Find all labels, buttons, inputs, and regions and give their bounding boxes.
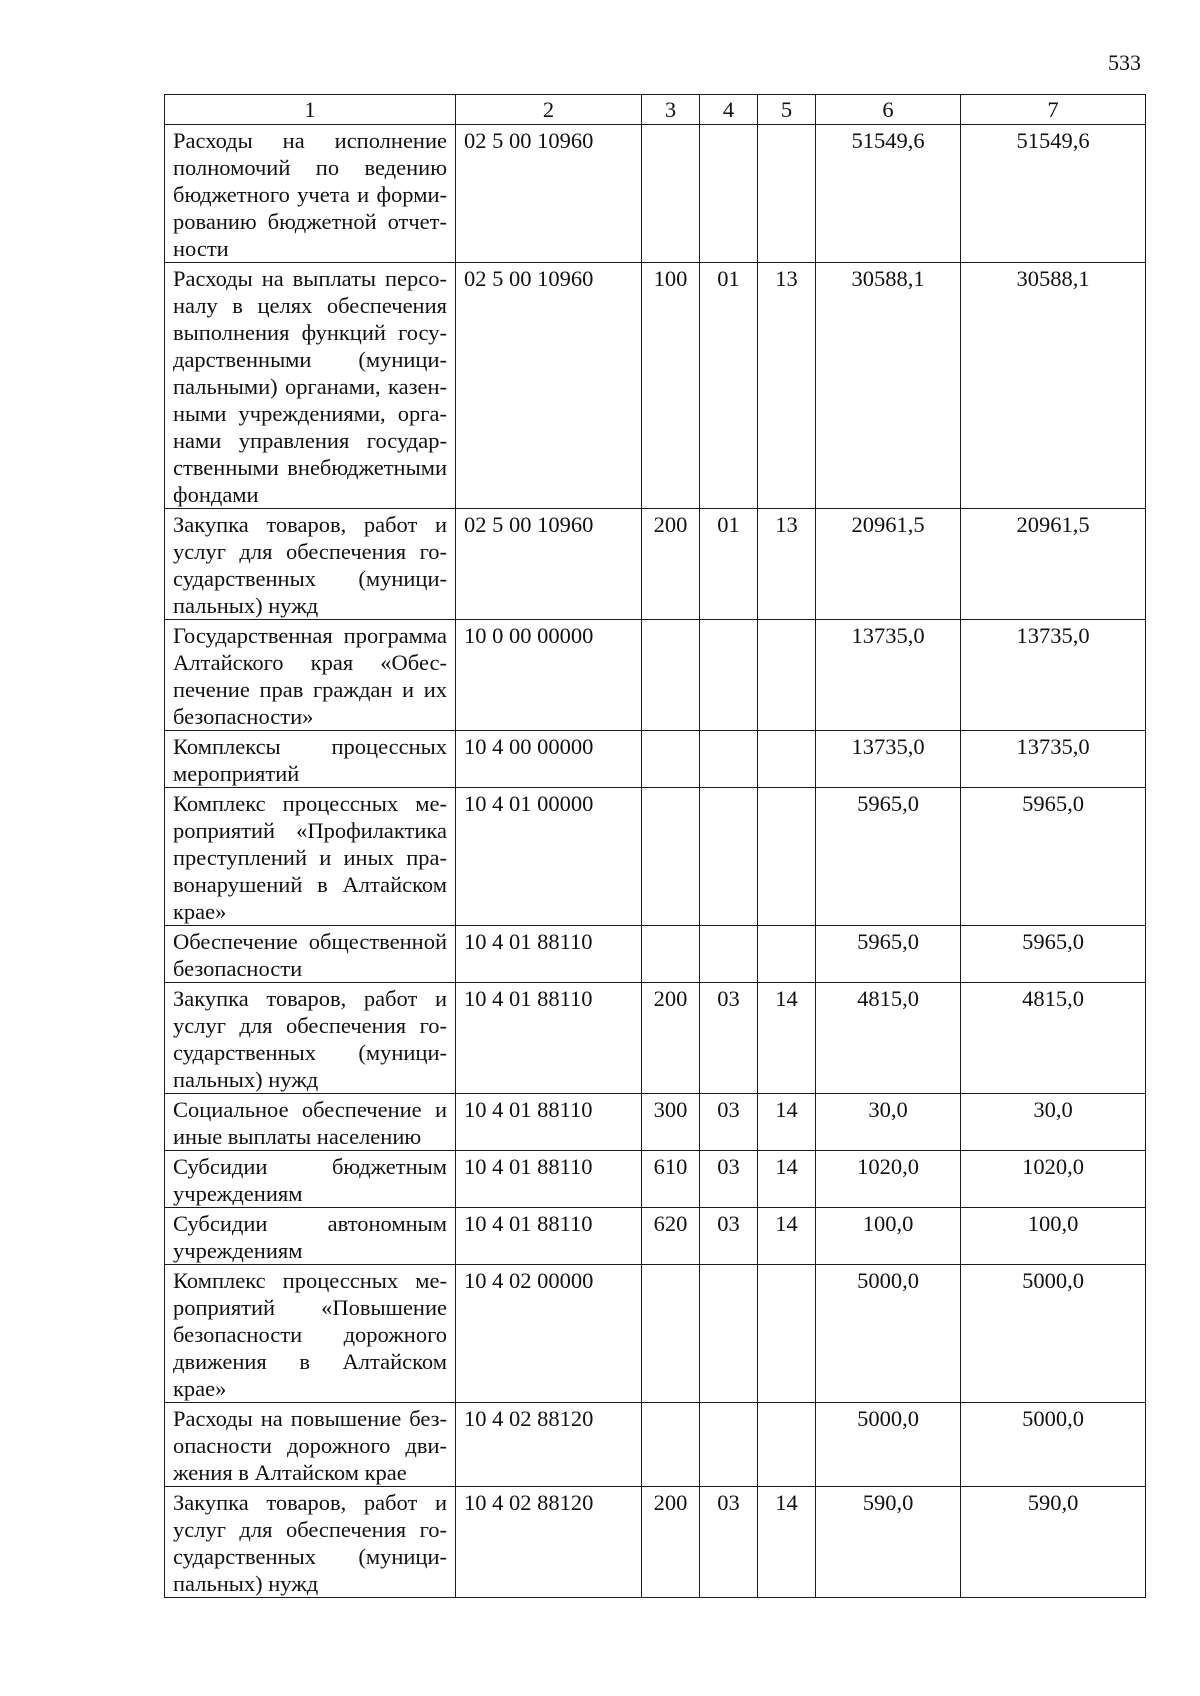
- row-target-code: 10 4 00 00000: [456, 731, 642, 788]
- row-expense-type: 100: [642, 263, 700, 509]
- row-target-code: 10 4 01 88110: [456, 1151, 642, 1208]
- row-subsection: 14: [758, 1487, 816, 1598]
- table-row: [165, 125, 1146, 263]
- row-target-code: 10 4 01 88110: [456, 983, 642, 1094]
- row-subsection: 14: [758, 1208, 816, 1265]
- row-target-code: 02 5 00 10960: [456, 509, 642, 620]
- row-target-code: 10 4 01 88110: [456, 1094, 642, 1151]
- row-name: Комплекс процессных мероприятий «Повышение безопасности дорожного движения в Алтайском крае»: [165, 1265, 456, 1403]
- row-target-code: 02 5 00 10960: [456, 125, 642, 263]
- row-target-code: 10 4 02 88120: [456, 1403, 642, 1487]
- row-amount-col6: 5965,0: [816, 788, 961, 926]
- row-target-code: 10 0 00 00000: [456, 620, 642, 731]
- row-expense-type: 620: [642, 1208, 700, 1265]
- row-name: Обеспечение общественной безопасности: [165, 926, 456, 983]
- row-section: 03: [700, 1208, 758, 1265]
- table-row: [165, 983, 1146, 1094]
- table-row: [165, 1151, 1146, 1208]
- header-row: [165, 95, 1146, 125]
- row-amount-col7: 13735,0: [961, 620, 1146, 731]
- header-col-6: 6: [816, 95, 961, 125]
- row-section: 03: [700, 1151, 758, 1208]
- header-col-3: 3: [642, 95, 700, 125]
- row-name: Субсидии бюджетным учреждениям: [165, 1151, 456, 1208]
- row-subsection: 14: [758, 1151, 816, 1208]
- row-amount-col6: 5000,0: [816, 1265, 961, 1403]
- row-amount-col6: 5965,0: [816, 926, 961, 983]
- row-name: Комплекс процессных мероприятий «Профилактика преступлений и иных правонарушений в Алтайском крае»: [165, 788, 456, 926]
- table-header: [165, 95, 1146, 125]
- row-amount-col7: 5965,0: [961, 788, 1146, 926]
- row-expense-type: 300: [642, 1094, 700, 1151]
- table-row: [165, 926, 1146, 983]
- row-subsection: [758, 620, 816, 731]
- row-expense-type: [642, 926, 700, 983]
- row-expense-type: [642, 125, 700, 263]
- row-name: Государственная программа Алтайского края «Обеспечение прав граждан и их безопасности»: [165, 620, 456, 731]
- row-section: [700, 1265, 758, 1403]
- row-name: Закупка товаров, работ и услуг для обеспечения государственных (муниципальных) нужд: [165, 983, 456, 1094]
- row-amount-col7: 13735,0: [961, 731, 1146, 788]
- row-expense-type: [642, 1403, 700, 1487]
- row-amount-col6: 590,0: [816, 1487, 961, 1598]
- row-amount-col7: 20961,5: [961, 509, 1146, 620]
- header-col-7: 7: [961, 95, 1146, 125]
- row-subsection: [758, 125, 816, 263]
- row-section: 03: [700, 1487, 758, 1598]
- row-section: [700, 731, 758, 788]
- table-row: [165, 1208, 1146, 1265]
- table-row: [165, 731, 1146, 788]
- row-target-code: 10 4 01 88110: [456, 1208, 642, 1265]
- table-row: [165, 1487, 1146, 1598]
- row-section: [700, 1403, 758, 1487]
- row-amount-col7: 5965,0: [961, 926, 1146, 983]
- row-amount-col7: 1020,0: [961, 1151, 1146, 1208]
- row-expense-type: [642, 620, 700, 731]
- row-name: Расходы на исполнение полномочий по ведению бюджетного учета и формированию бюджетной отчетности: [165, 125, 456, 263]
- row-amount-col6: 13735,0: [816, 731, 961, 788]
- row-subsection: 13: [758, 509, 816, 620]
- row-subsection: [758, 1265, 816, 1403]
- row-amount-col6: 1020,0: [816, 1151, 961, 1208]
- table-row: [165, 1265, 1146, 1403]
- row-expense-type: 200: [642, 983, 700, 1094]
- row-amount-col6: 30588,1: [816, 263, 961, 509]
- row-amount-col6: 20961,5: [816, 509, 961, 620]
- row-expense-type: [642, 788, 700, 926]
- row-amount-col7: 30588,1: [961, 263, 1146, 509]
- row-expense-type: [642, 731, 700, 788]
- row-subsection: [758, 731, 816, 788]
- budget-table: [164, 94, 1146, 1598]
- row-section: 01: [700, 509, 758, 620]
- header-col-4: 4: [700, 95, 758, 125]
- header-col-2: 2: [456, 95, 642, 125]
- row-expense-type: 200: [642, 509, 700, 620]
- row-target-code: 10 4 01 00000: [456, 788, 642, 926]
- row-subsection: [758, 1403, 816, 1487]
- row-amount-col6: 4815,0: [816, 983, 961, 1094]
- row-amount-col7: 5000,0: [961, 1265, 1146, 1403]
- row-target-code: 10 4 02 00000: [456, 1265, 642, 1403]
- row-target-code: 10 4 02 88120: [456, 1487, 642, 1598]
- table-row: [165, 509, 1146, 620]
- row-subsection: [758, 926, 816, 983]
- row-amount-col7: 5000,0: [961, 1403, 1146, 1487]
- row-amount-col6: 100,0: [816, 1208, 961, 1265]
- row-name: Расходы на повышение безопасности дорожного движения в Алтайском крае: [165, 1403, 456, 1487]
- row-target-code: 10 4 01 88110: [456, 926, 642, 983]
- table-row: [165, 1094, 1146, 1151]
- row-name: Социальное обеспечение и иные выплаты населению: [165, 1094, 456, 1151]
- row-subsection: [758, 788, 816, 926]
- row-amount-col7: 51549,6: [961, 125, 1146, 263]
- row-section: 03: [700, 983, 758, 1094]
- row-amount-col6: 5000,0: [816, 1403, 961, 1487]
- row-name: Расходы на выплаты персоналу в целях обеспечения выполнения функций государственными (муниципальными) органами, казенными учреждениями, органами управления государственными внебюджетными фондами: [165, 263, 456, 509]
- row-name: Комплексы процессных мероприятий: [165, 731, 456, 788]
- row-target-code: 02 5 00 10960: [456, 263, 642, 509]
- table-row: [165, 788, 1146, 926]
- row-section: [700, 926, 758, 983]
- row-subsection: 13: [758, 263, 816, 509]
- page-number: 533: [1108, 50, 1141, 75]
- row-amount-col6: 13735,0: [816, 620, 961, 731]
- row-amount-col6: 30,0: [816, 1094, 961, 1151]
- row-amount-col7: 30,0: [961, 1094, 1146, 1151]
- row-subsection: 14: [758, 1094, 816, 1151]
- row-section: 01: [700, 263, 758, 509]
- row-section: [700, 620, 758, 731]
- row-amount-col7: 100,0: [961, 1208, 1146, 1265]
- header-col-1: 1: [165, 95, 456, 125]
- table-body: [165, 125, 1146, 1598]
- row-amount-col6: 51549,6: [816, 125, 961, 263]
- row-subsection: 14: [758, 983, 816, 1094]
- row-section: 03: [700, 1094, 758, 1151]
- row-section: [700, 788, 758, 926]
- row-expense-type: [642, 1265, 700, 1403]
- row-amount-col7: 590,0: [961, 1487, 1146, 1598]
- table-row: [165, 620, 1146, 731]
- row-expense-type: 610: [642, 1151, 700, 1208]
- table-row: [165, 1403, 1146, 1487]
- header-col-5: 5: [758, 95, 816, 125]
- table-row: [165, 263, 1146, 509]
- row-amount-col7: 4815,0: [961, 983, 1146, 1094]
- row-section: [700, 125, 758, 263]
- row-expense-type: 200: [642, 1487, 700, 1598]
- row-name: Субсидии автономным учреждениям: [165, 1208, 456, 1265]
- row-name: Закупка товаров, работ и услуг для обеспечения государственных (муниципальных) нужд: [165, 509, 456, 620]
- row-name: Закупка товаров, работ и услуг для обеспечения государственных (муниципальных) нужд: [165, 1487, 456, 1598]
